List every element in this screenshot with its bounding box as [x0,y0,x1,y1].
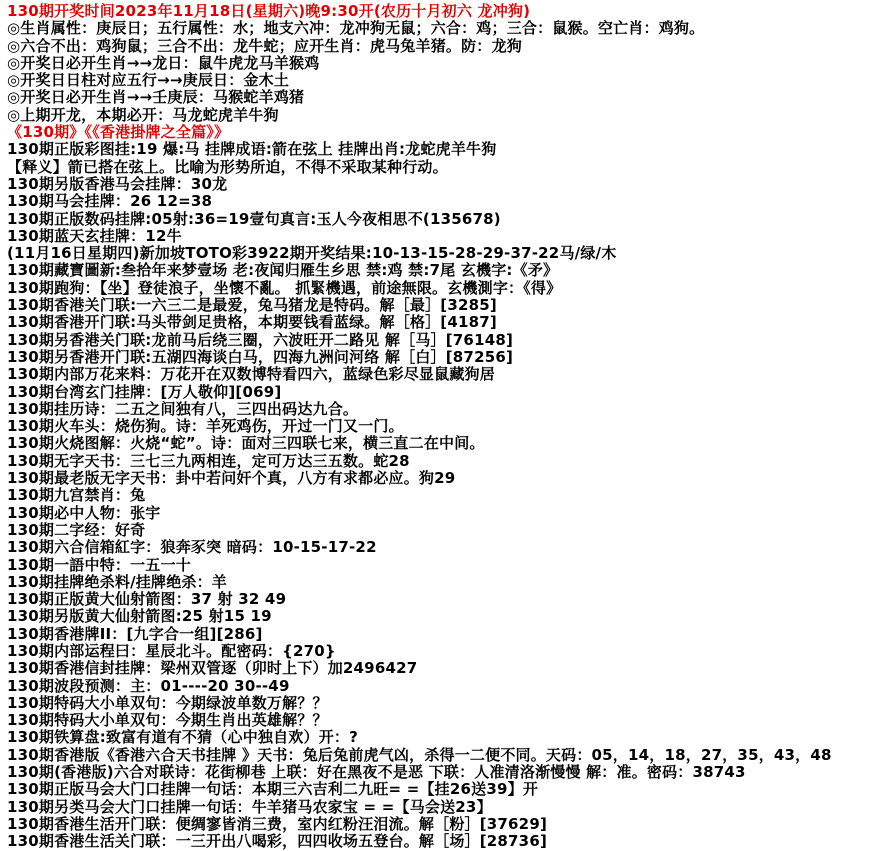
text-line: 130期藏寶圖新:叁拾年来梦壹场 老:夜闻归雁生乡思 禁:鸡 禁:7尾 玄機字:《矛》 [7,261,559,280]
text-line: 130期另版香港马会挂牌：30龙 [7,174,228,193]
text-line: 130期另类马会大门口挂牌一句话：牛羊猪马农家宝 = =【马会送23】 [7,797,492,816]
text-line: 130期挂牌绝杀料/挂牌绝杀：羊 [7,572,227,591]
text-line: 130期特码大小单双句：今期生肖出英雄解？？ [7,711,328,730]
text-line: 130期正版数码挂牌:05射:36=19壹句真言:玉人今夜相思不(135678) [7,209,501,228]
text-line: ◎开奖日必开生肖→→龙日：鼠牛虎龙马羊猴鸡 [7,53,320,72]
text-line: 130期内部运程曰：星辰北斗。配密码：{270} [7,641,336,660]
text-line: 130期二字经：好奇 [7,520,146,539]
text-line: 130期另香港开门联:五湖四海谈白马，四海九洲问河络 解［白］[87256] [7,347,514,366]
text-line: 130期火烧图解：火烧“蛇”。诗：面对三四联七来，横三直二在中间。 [7,434,485,453]
text-line: 130期正版彩图挂:19 爆:马 挂牌成语:箭在弦上 挂牌出肖:龙蛇虎羊牛狗 [7,140,497,159]
text-line: 130期九宫禁肖：兔 [7,486,146,505]
text-line: 130期六合信箱紅字：狼奔豕突 暗码：10-15-17-22 [7,538,377,557]
text-line: 130期波段预测：主：01----20 30--49 [7,676,290,695]
text-line: 130期最老版无字天书：卦中若问奸个真，八方有求都必应。狗29 [7,469,456,488]
text-line: 130期挂历诗：二五之间独有八，三四出码达九合。 [7,399,359,418]
text-line: 130期香港生活开门联：便绸寥皆消三费，室内红粉汪泪流。解［粉］[37629] [7,814,548,833]
text-line: 130期蓝天玄挂牌：12牛 [7,226,182,245]
text-line: 130期香港关门联:一六三二是最爱，兔马猪龙是特码。解［最］[3285] [7,296,497,315]
text-line: ◎开奖日必开生肖→→壬庚辰：马猴蛇羊鸡猪 [7,88,305,107]
text-line: 130期铁算盘:致富有道有不猜（心中独自欢）开：? [7,728,359,747]
text-line: 130期香港牌II：[九字合一组][286] [7,624,263,643]
text-line: 130期跑狗：【坐】登徒浪子，坐懷不亂。 抓緊機遇，前途無限。玄機測字：《得》 [7,278,562,297]
text-line: 【释义】箭已搭在弦上。比喻为形势所迫，不得不采取某种行动。 [7,157,448,176]
text-line: 130期正版黄大仙射箭图：37 射 32 49 [7,590,287,609]
text-line: ◎六合不出：鸡狗鼠；三合不出：龙牛蛇；应开生肖：虎马兔羊猪。防：龙狗 [7,36,522,55]
text-line: 130期香港生活关门联：一三开出八喝彩，四四收场五登台。解［场］[28736] [7,832,548,851]
text-line: 130期内部万花来料：万花开在双数博特看四六，蓝绿色彩尽显鼠藏狗居 [7,365,495,384]
text-line: 130期香港信封挂牌：梁州双管逐（卯时上下）加2496427 [7,659,418,678]
text-line: 130期无字天书：三七三九两相连，定可万达三五数。蛇28 [7,451,410,470]
text-line: 130期开奖时间2023年11月18日(星期六)晚9:30开(农历十月初六 龙冲狗) [7,2,531,20]
text-line: 130期正版马会大门口挂牌一句话：本期三六吉利二九旺= =【挂26送39】开 [7,780,539,799]
text-line: 130期(香港版)六合对联诗：花街柳巷 上联：好在黑夜不是恶 下联：人准清洛渐慢慢 解：准。密码：38743 [7,763,746,782]
text-line: ◎上期开龙，本期必开：马龙蛇虎羊牛狗 [7,105,279,124]
text-line: 《130期》《《香港掛牌之全篇》》 [7,123,230,142]
text-line: 130期另版黄大仙射箭图:25 射15 19 [7,607,272,626]
text-line: 130期一語中特：一五一十 [7,555,191,574]
text-line: ◎开奖日日柱对应五行→→庚辰日：金木土 [7,71,290,90]
text-line: 130期另香港关门联:龙前马后绕三圈，六波旺开二路见 解［马］[76148] [7,330,514,349]
text-line: 130期马会挂牌：26 12=38 [7,192,213,211]
text-line: 130期香港版《香港六合天书挂牌 》天书：兔后兔前虎气凶，杀得一二便不同。天码：05，14，18，27，35，43，48 [7,745,832,764]
text-line: ◎生肖属性：庚辰日；五行属性：水；地支六冲：龙冲狗无鼠；六合：鸡；三合：鼠猴。空亡肖：鸡狗。 [7,19,705,38]
text-line: 130期必中人物：张宇 [7,503,161,522]
text-line: 130期台湾玄门挂牌：[万人敬仰][069] [7,382,282,401]
content-lines [7,3,886,851]
text-line: 130期香港开门联:马头带剑足贵格，本期要钱看蓝绿。解［格］[4187] [7,313,497,332]
text-line: (11月16日星期四)新加坡TOTO彩3922期开奖结果:10-13-15-28-29-37-22马/绿/木 [7,244,617,263]
text-line: 130期特码大小单双句：今期绿波单数万解？？ [7,693,328,712]
text-line: 130期火车头：烧伤狗。诗：羊死鸡伤，开过一门又一门。 [7,417,404,436]
